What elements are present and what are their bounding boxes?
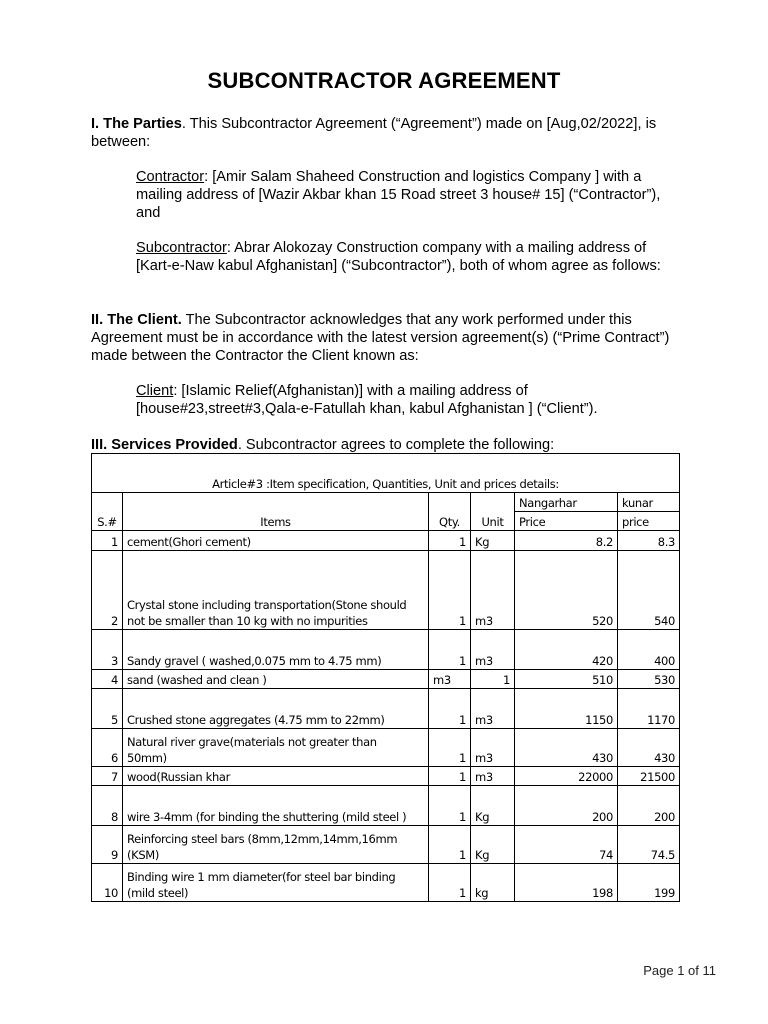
client-text: : [Islamic Relief(Afghanistan)] with a mailing address of [house#23,street#3,Qala-e-Fatullah khan, kabul Afghanistan ] (“Client”). bbox=[136, 383, 598, 417]
cell-item: cement(Ghori cement) bbox=[123, 531, 429, 551]
cell-kunar-price: 8.3 bbox=[618, 531, 680, 551]
cell-nangarhar-price: 198 bbox=[515, 864, 618, 902]
cell-unit: Kg bbox=[471, 826, 515, 864]
cell-qty: 1 bbox=[429, 689, 471, 729]
table-caption-row bbox=[92, 454, 680, 493]
cell-item bbox=[123, 729, 429, 767]
cell-item-line: Binding wire 1 mm diameter(for steel bar binding bbox=[127, 870, 396, 884]
cell-item-line: 50mm) bbox=[127, 751, 167, 765]
table-row bbox=[92, 826, 680, 864]
section-heading: II. The Client. bbox=[91, 312, 182, 328]
section-parties bbox=[91, 115, 691, 151]
header-items: Items bbox=[123, 493, 429, 531]
cell-item: Sandy gravel ( washed,0.075 mm to 4.75 mm) bbox=[123, 630, 429, 670]
cell-sn: 9 bbox=[92, 826, 123, 864]
section-text: . Subcontractor agrees to complete the following: bbox=[237, 437, 555, 453]
cell-sn: 1 bbox=[92, 531, 123, 551]
cell-sn: 8 bbox=[92, 786, 123, 826]
section-heading: III. Services Provided bbox=[91, 437, 238, 453]
cell-qty: 1 bbox=[429, 786, 471, 826]
table-row bbox=[92, 689, 680, 729]
cell-nangarhar-price: 200 bbox=[515, 786, 618, 826]
table-row bbox=[92, 767, 680, 786]
cell-kunar-price: 540 bbox=[618, 551, 680, 630]
cell-unit: m3 bbox=[471, 767, 515, 786]
cell-nangarhar-price: 1150 bbox=[515, 689, 618, 729]
subcontractor-text: : Abrar Alokozay Construction company with a mailing address of [Kart-e-Naw kabul Afghanistan] (“Subcontractor”), both of whom agree as follows: bbox=[136, 240, 661, 274]
contractor-text: : [Amir Salam Shaheed Construction and logistics Company ] with a mailing address of [Wazir Akbar khan 15 Road street 3 house# 15] (“Contractor”), and bbox=[136, 169, 661, 221]
cell-sn: 7 bbox=[92, 767, 123, 786]
subcontractor-paragraph bbox=[136, 239, 681, 275]
cell-kunar-price: 21500 bbox=[618, 767, 680, 786]
header-unit: Unit bbox=[471, 493, 515, 531]
contractor-paragraph bbox=[136, 168, 676, 222]
client-label: Client bbox=[136, 383, 174, 399]
cell-nangarhar-price: 8.2 bbox=[515, 531, 618, 551]
cell-qty: 1 bbox=[429, 729, 471, 767]
items-price-table bbox=[91, 453, 680, 902]
cell-unit: 1 bbox=[471, 670, 515, 689]
cell-item bbox=[123, 551, 429, 630]
cell-item: sand (washed and clean ) bbox=[123, 670, 429, 689]
cell-item bbox=[123, 864, 429, 902]
header-kunar-price: price bbox=[618, 512, 680, 531]
table-row bbox=[92, 630, 680, 670]
cell-qty: m3 bbox=[429, 670, 471, 689]
cell-unit: m3 bbox=[471, 689, 515, 729]
cell-item-line: (mild steel) bbox=[127, 886, 189, 900]
cell-qty: 1 bbox=[429, 630, 471, 670]
cell-kunar-price: 1170 bbox=[618, 689, 680, 729]
cell-sn: 10 bbox=[92, 864, 123, 902]
cell-unit: Kg bbox=[471, 786, 515, 826]
cell-item-line: not be smaller than 10 kg with no impurities bbox=[127, 614, 368, 628]
header-nangarhar: Nangarhar bbox=[515, 493, 618, 512]
cell-item-line: (KSM) bbox=[127, 848, 159, 862]
cell-item: wire 3-4mm (for binding the shuttering (mild steel ) bbox=[123, 786, 429, 826]
cell-nangarhar-price: 420 bbox=[515, 630, 618, 670]
table-row bbox=[92, 531, 680, 551]
section-client bbox=[91, 311, 691, 365]
cell-unit: Kg bbox=[471, 531, 515, 551]
cell-kunar-price: 530 bbox=[618, 670, 680, 689]
cell-sn: 6 bbox=[92, 729, 123, 767]
cell-kunar-price: 199 bbox=[618, 864, 680, 902]
header-sn: S.# bbox=[92, 493, 123, 531]
cell-qty: 1 bbox=[429, 531, 471, 551]
cell-item: wood(Russian khar bbox=[123, 767, 429, 786]
cell-qty: 1 bbox=[429, 551, 471, 630]
cell-kunar-price: 74.5 bbox=[618, 826, 680, 864]
cell-kunar-price: 400 bbox=[618, 630, 680, 670]
section-text: . This Subcontractor Agreement (“Agreement”) made on [Aug,02/2022], is between: bbox=[91, 116, 657, 150]
cell-sn: 3 bbox=[92, 630, 123, 670]
table-row bbox=[92, 551, 680, 630]
header-qty: Qty. bbox=[429, 493, 471, 531]
cell-kunar-price: 200 bbox=[618, 786, 680, 826]
table-row bbox=[92, 864, 680, 902]
cell-item bbox=[123, 826, 429, 864]
cell-item: Crushed stone aggregates (4.75 mm to 22mm) bbox=[123, 689, 429, 729]
document-title: SUBCONTRACTOR AGREEMENT bbox=[207, 68, 561, 93]
cell-sn: 4 bbox=[92, 670, 123, 689]
cell-item-line: Natural river grave(materials not greater than bbox=[127, 735, 377, 749]
cell-item-line: Crystal stone including transportation(Stone should bbox=[127, 598, 407, 612]
contractor-label: Contractor bbox=[136, 169, 205, 185]
section-services bbox=[91, 436, 691, 454]
section-text: The Subcontractor acknowledges that any work performed under this Agreement must be in accordance with the latest version agreement(s) (“Prime Contract”) made between the Contractor the Client known as: bbox=[91, 312, 670, 364]
client-paragraph bbox=[136, 382, 681, 418]
table-caption: Article#3 :Item specification, Quantities, Unit and prices details: bbox=[92, 454, 680, 493]
cell-unit: m3 bbox=[471, 551, 515, 630]
cell-nangarhar-price: 510 bbox=[515, 670, 618, 689]
cell-nangarhar-price: 22000 bbox=[515, 767, 618, 786]
cell-qty: 1 bbox=[429, 767, 471, 786]
cell-unit: m3 bbox=[471, 729, 515, 767]
cell-nangarhar-price: 430 bbox=[515, 729, 618, 767]
cell-unit: kg bbox=[471, 864, 515, 902]
header-nangarhar-price: Price bbox=[515, 512, 618, 531]
cell-qty: 1 bbox=[429, 826, 471, 864]
cell-sn: 2 bbox=[92, 551, 123, 630]
page-number: Page 1 of 11 bbox=[643, 963, 716, 978]
table-row bbox=[92, 786, 680, 826]
header-kunar: kunar bbox=[618, 493, 680, 512]
cell-unit: m3 bbox=[471, 630, 515, 670]
table-header-row-top bbox=[92, 493, 680, 512]
cell-qty: 1 bbox=[429, 864, 471, 902]
table-row bbox=[92, 670, 680, 689]
cell-item-line: Reinforcing steel bars (8mm,12mm,14mm,16mm bbox=[127, 832, 398, 846]
cell-nangarhar-price: 520 bbox=[515, 551, 618, 630]
table-row bbox=[92, 729, 680, 767]
cell-kunar-price: 430 bbox=[618, 729, 680, 767]
cell-nangarhar-price: 74 bbox=[515, 826, 618, 864]
cell-sn: 5 bbox=[92, 689, 123, 729]
subcontractor-label: Subcontractor bbox=[136, 240, 227, 256]
section-heading: I. The Parties bbox=[91, 116, 182, 132]
